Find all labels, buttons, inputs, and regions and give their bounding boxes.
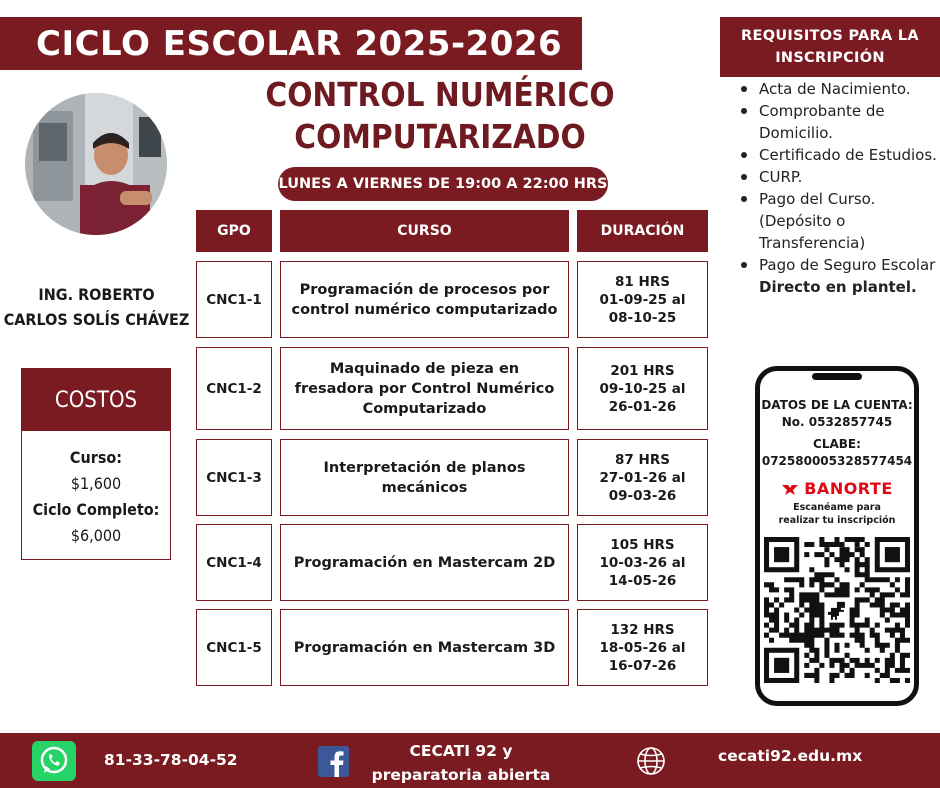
row-hours: 81 HRS: [615, 273, 670, 290]
row-start-date: 10-03-26 al: [599, 554, 686, 571]
row-duracion: [577, 261, 708, 338]
header-gpo: GPO: [196, 210, 272, 252]
instructor-name: [0, 282, 193, 332]
row-end-date: 09-03-26: [608, 487, 677, 504]
row-duracion: [577, 609, 708, 686]
requirements-list: [740, 78, 938, 298]
row-duracion: [577, 524, 708, 601]
requirement-item: [740, 254, 938, 298]
clabe-label: CLABE:: [813, 437, 861, 451]
footer-facebook[interactable]: [366, 739, 556, 787]
row-end-date: 08-10-25: [608, 309, 677, 326]
schedule-pill: [278, 167, 608, 201]
full-cycle-price-label: Ciclo Completo:: [32, 500, 160, 519]
banorte-logo: [760, 479, 914, 498]
requirements-heading: REQUISITOS PARA LA INSCRIPCIÓN: [720, 17, 940, 77]
row-curso: Maquinado de pieza en fresadora por Control Numérico Computarizado: [280, 347, 569, 430]
costs-heading: COSTOS: [22, 369, 170, 431]
course-title-line1: CONTROL NUMÉRICO: [265, 75, 615, 114]
row-end-date: 26-01-26: [608, 398, 677, 415]
banorte-mark-icon: [781, 482, 799, 496]
costs-box: [21, 368, 171, 560]
schedule-text: LUNES A VIERNES DE 19:00 A 22:00 HRS: [278, 176, 608, 192]
row-end-date: 14-05-26: [608, 572, 677, 589]
course-price: $1,600: [70, 474, 122, 493]
scan-instructions: [760, 501, 914, 527]
bank-name: BANORTE: [804, 479, 893, 498]
row-curso: Programación de procesos por control numérico computarizado: [280, 261, 569, 338]
school-year-banner: [0, 17, 582, 70]
requirement-item-text: Pago de Seguro Escolar: [759, 256, 936, 274]
whatsapp-icon[interactable]: [32, 741, 76, 781]
full-cycle-price: $6,000: [70, 526, 122, 545]
row-gpo: CNC1-3: [196, 439, 272, 516]
footer-phone[interactable]: 81-33-78-04-52: [104, 751, 238, 769]
facebook-icon[interactable]: [318, 746, 349, 777]
cnc-machine-photo-illustration: [25, 93, 167, 235]
requirement-item: Acta de Nacimiento.: [740, 78, 938, 100]
requirement-item: Comprobante de Domicilio.: [740, 100, 938, 144]
row-start-date: 01-09-25 al: [599, 291, 686, 308]
row-start-date: 09-10-25 al: [599, 380, 686, 397]
school-year-title: CICLO ESCOLAR 2025-2026: [36, 23, 563, 64]
course-title: [230, 74, 650, 158]
facebook-line1: CECATI 92 y: [409, 742, 513, 760]
row-curso: Programación en Mastercam 3D: [280, 609, 569, 686]
row-gpo: CNC1-4: [196, 524, 272, 601]
row-duracion: [577, 439, 708, 516]
account-label: DATOS DE LA CUENTA:: [761, 398, 913, 412]
row-hours: 87 HRS: [615, 451, 670, 468]
row-end-date: 16-07-26: [608, 657, 677, 674]
instructor-name-line2: CARLOS SOLÍS CHÁVEZ: [3, 310, 190, 329]
footer-bar: [0, 733, 940, 788]
scan-line1: Escanéame para: [793, 502, 881, 513]
course-price-label: Curso:: [69, 448, 123, 467]
row-gpo: CNC1-5: [196, 609, 272, 686]
costs-body: [22, 431, 170, 549]
row-curso: Programación en Mastercam 2D: [280, 524, 569, 601]
row-duracion: [577, 347, 708, 430]
payment-qr-code[interactable]: [764, 537, 910, 683]
phone-notch: [812, 373, 862, 380]
requirement-item: CURP.: [740, 166, 938, 188]
header-curso: CURSO: [280, 210, 569, 252]
facebook-line2: preparatoria abierta: [371, 766, 551, 784]
clabe-number: 072580005328577454: [761, 454, 913, 468]
row-curso: Interpretación de planos mecánicos: [280, 439, 569, 516]
account-details: [760, 397, 914, 470]
row-hours: 132 HRS: [610, 621, 675, 638]
instructor-photo: [25, 93, 167, 235]
scan-line2: realizar tu inscripción: [778, 515, 896, 526]
requirement-item-bold: Directo en plantel.: [759, 278, 917, 296]
instructor-name-line1: ING. ROBERTO: [38, 285, 155, 304]
header-duracion: DURACIÓN: [577, 210, 708, 252]
row-gpo: CNC1-1: [196, 261, 272, 338]
row-gpo: CNC1-2: [196, 347, 272, 430]
course-title-line2: COMPUTARIZADO: [294, 117, 586, 156]
requirement-item: Certificado de Estudios.: [740, 144, 938, 166]
phone-mockup: [755, 366, 919, 706]
row-start-date: 18-05-26 al: [599, 639, 686, 656]
account-number: No. 0532857745: [781, 415, 893, 429]
row-start-date: 27-01-26 al: [599, 469, 686, 486]
row-hours: 201 HRS: [610, 362, 675, 379]
requirement-item: Pago del Curso. (Depósito o Transferencia): [740, 188, 938, 254]
footer-website[interactable]: cecati92.edu.mx: [718, 747, 863, 765]
row-hours: 105 HRS: [610, 536, 675, 553]
globe-icon: [635, 745, 667, 777]
